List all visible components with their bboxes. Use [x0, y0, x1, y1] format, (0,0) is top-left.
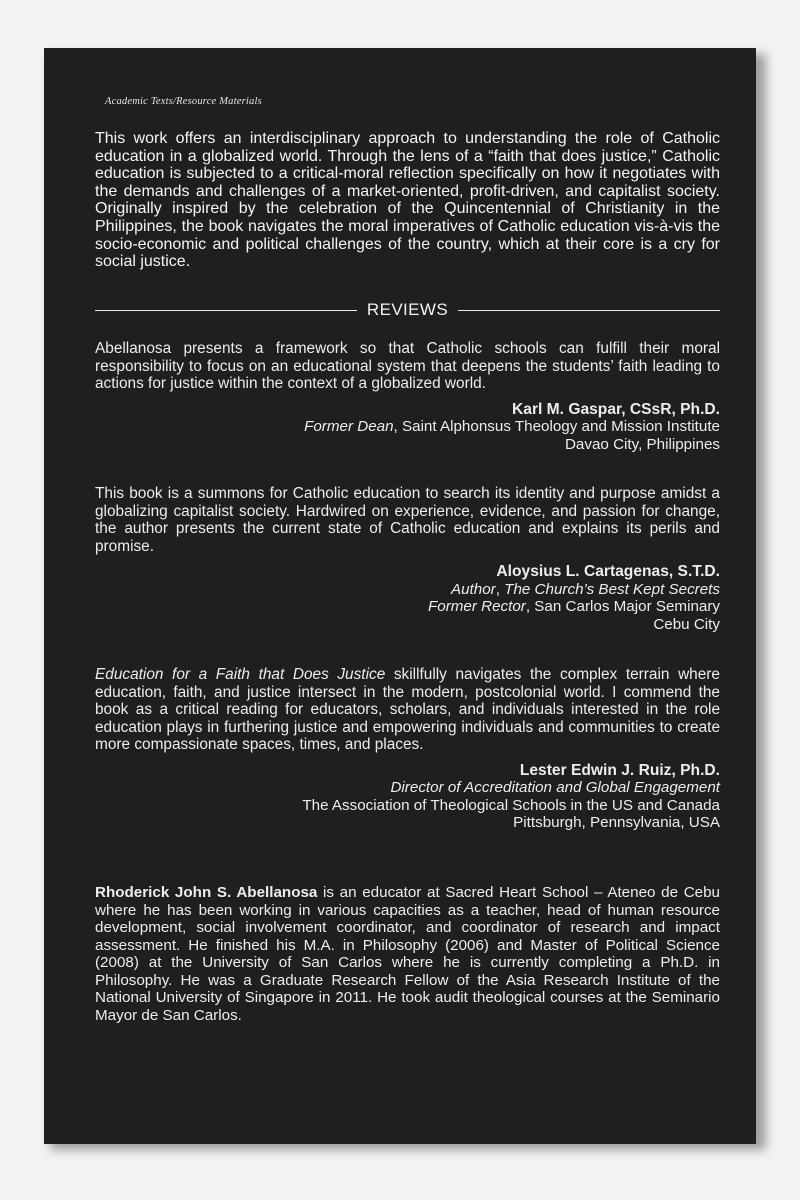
reviewer-2-name: Aloysius L. Cartagenas, S.T.D. — [496, 563, 720, 580]
reviewer-1-name: Karl M. Gaspar, CSsR, Ph.D. — [512, 400, 720, 418]
review-2-attribution — [95, 563, 720, 633]
reviewer-3-location: Pittsburgh, Pennsylvania, USA — [513, 814, 720, 831]
reviewer-2-author-line: Author, The Church’s Best Kept Secrets — [450, 580, 720, 598]
divider-right — [458, 310, 720, 311]
reviewer-1-location: Davao City, Philippines — [564, 435, 720, 453]
reviewer-2-location: Cebu City — [653, 615, 720, 633]
review-1-text: Abellanosa presents a framework so that Catholic schools can fulfill their moral responsibility to focus on an educational system that deepens the students’ faith leading to actions for justice within the context of a globalized world. — [95, 340, 720, 392]
reviews-heading — [95, 300, 720, 320]
divider-left — [95, 310, 357, 311]
reviewer-3-name: Lester Edwin J. Ruiz, Ph.D. — [519, 761, 720, 779]
book-blurb: This work offers an interdisciplinary approach to understanding the role of Catholic education in a globalized world. Through the lens of a “faith that does justice,” Catholic education is subjected to a critical-moral reflection specifically on how it negotiates with the demands and challenges of a market-oriented, profit-driven, and capitalist society. Originally inspired by the celebration of the Quincentennial of Christianity in the Philippines, the book navigates the moral imperatives of Catholic education vis-à-vis the socio-economic and political challenges of the country, which at their core is a cry for social justice. — [95, 130, 720, 271]
reviews-heading-label: REVIEWS — [366, 300, 449, 319]
review-3-attribution — [95, 762, 720, 832]
category-label: Academic Texts/Resource Materials — [105, 96, 262, 107]
author-bio-text: is an educator at Sacred Heart School – Ateneo de Cebu where he has been working in various capacities as a teacher, head of human resource development, social involvement coordinator, and coordinator of research and impact assessment. He finished his M.A. in Philosophy (2006) and Master of Political Science (2008) at the University of San Carlos where he is currently completing a Ph.D. in Philosophy. He was a Graduate Research Fellow of the Asia Research Institute of the National University of Singapore in 2011. He took audit theological courses at the Seminario Mayor de San Carlos. — [95, 884, 720, 1024]
review-2 — [95, 485, 720, 633]
review-3-text: Education for a Faith that Does Justice skillfully navigates the complex terrain where education, faith, and justice intersect in the modern, postcolonial world. I commend the book as a critical reading for educators, scholars, and individuals interested in the role education plays in furthering justice and empowering individuals and communities to create more compassionate spaces, times, and places. — [95, 666, 720, 753]
author-bio — [95, 884, 720, 1024]
reviewer-1-affiliation: Former Dean, Saint Alphonsus Theology and Mission Institute — [304, 418, 720, 435]
reviewer-3-affiliation: The Association of Theological Schools in the US and Canada — [302, 796, 720, 814]
review-2-text: This book is a summons for Catholic education to search its identity and purpose amidst a globalizing capitalist society. Hardwired on experience, evidence, and passion for change, the author presents the current state of Catholic education and explains its perils and promise. — [95, 485, 720, 555]
book-back-cover — [44, 48, 756, 1144]
reviewer-3-role: Director of Accreditation and Global Engagement — [390, 779, 720, 796]
author-name: Rhoderick John S. Abellanosa — [95, 884, 318, 901]
reviewer-2-affiliation: Former Rector, San Carlos Major Seminary — [427, 598, 720, 615]
review-3 — [95, 666, 720, 832]
review-1-attribution — [95, 401, 720, 454]
review-1 — [95, 340, 720, 453]
